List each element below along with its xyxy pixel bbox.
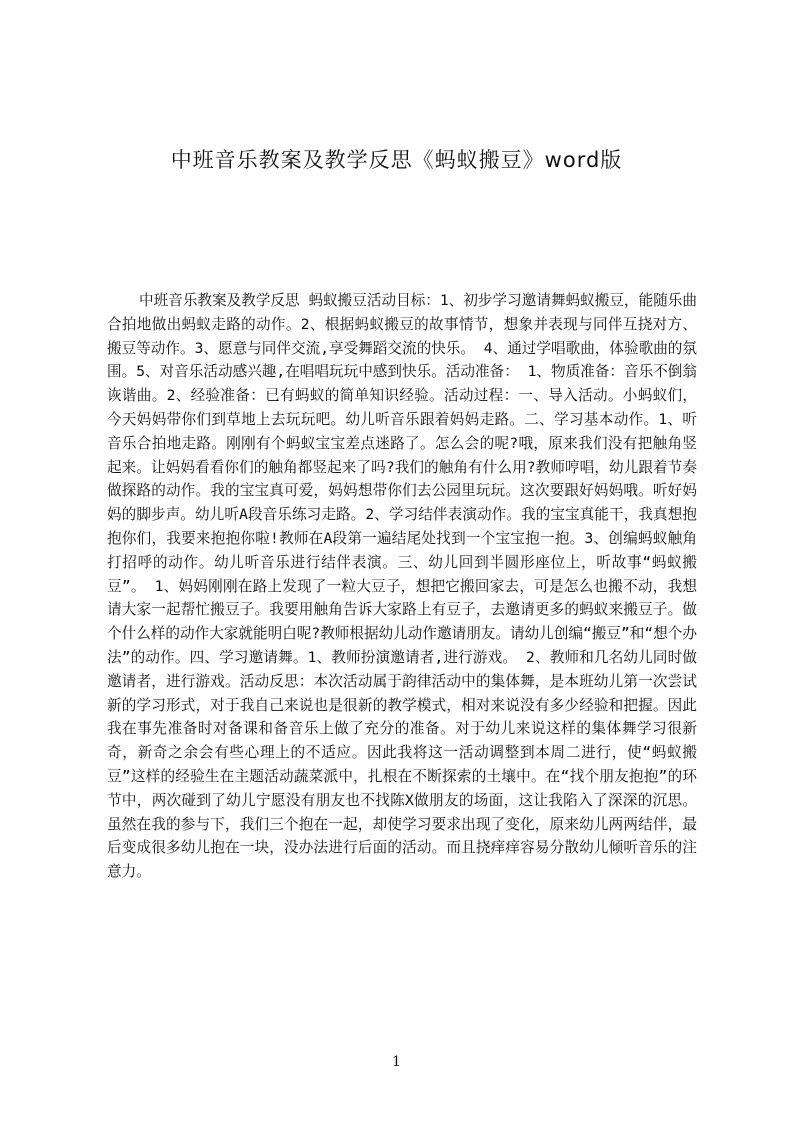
document-body-paragraph: 中班音乐教案及教学反思 蚂蚁搬豆活动目标：1、初步学习邀请舞蚂蚁搬豆，能随乐曲合拍地做出蚂蚁走路的动作。2、根据蚂蚁搬豆的故事情节，想象并表现与同伴互挠对方、搬豆等动作。3、愿意与同伴交流,享受舞蹈交流的快乐。 4、通过学唱歌曲，体验歌曲的氛围。5、对音乐活动感兴趣,在唱唱玩玩中感到快乐。活动准备： 1、物质准备：音乐不倒翁诙谐曲。2、经验准备：已有蚂蚁的简单知识经验。活动过程：一、导入活动。小蚂蚁们，今天妈妈带你们到草地上去玩玩吧。幼儿听音乐跟着妈妈走路。二、学习基本动作。1、听音乐合拍地走路。刚刚有个蚂蚁宝宝差点迷路了。怎么会的呢?哦，原来我们没有把触角竖起来。让妈妈看看你们的触角都竖起来了吗?我们的触角有什么用?教师哼唱，幼儿跟着节奏做探路的动作。我的宝宝真可爱，妈妈想带你们去公园里玩玩。这次要跟好妈妈哦。听好妈妈的脚步声。幼儿听A段音乐练习走路。2、学习结伴表演动作。我的宝宝真能干，我真想抱抱你们，我要来抱抱你啦!教师在A段第一遍结尾处找到一个宝宝抱一抱。3、创编蚂蚁触角打招呼的动作。幼儿听音乐进行结伴表演。三、幼儿回到半圆形座位上，听故事“蚂蚁搬豆”。 1、妈妈刚刚在路上发现了一粒大豆子，想把它搬回家去，可是怎么也搬不动，我想请大家一起帮忙搬豆子。我要用触角告诉大家路上有豆子，去邀请更多的蚂蚁来搬豆子。做个什么样的动作大家就能明白呢?教师根据幼儿动作邀请朋友。请幼儿创编“搬豆”和“想个办法”的动作。四、学习邀请舞。1、教师扮演邀请者,进行游戏。 2、教师和几名幼儿同时做邀请者，进行游戏。活动反思：本次活动属于韵律活动中的集体舞，是本班幼儿第一次尝试新的学习形式，对于我自己来说也是很新的教学模式，相对来说没有多少经验和把握。因此我在事先准备时对备课和备音乐上做了充分的准备。对于幼儿来说这样的集体舞学习很新奇，新奇之余会有些心理上的不适应。因此我将这一活动调整到本周二进行，使“蚂蚁搬豆”这样的经验生在主题活动蔬菜派中，扎根在不断探索的土壤中。在“找个朋友抱抱”的环节中，两次碰到了幼儿宁愿没有朋友也不找陈X做朋友的场面，这让我陷入了深深的沉思。虽然在我的参与下，我们三个抱在一起，却使学习要求出现了变化，原来幼儿两两结伴，最后变成很多幼儿抱在一块，没办法进行后面的活动。而且挠痒痒容易分散幼儿倾听音乐的注意力。	[107, 292, 697, 881]
page-number: 1	[392, 1054, 401, 1070]
document-title: 中班音乐教案及教学反思《蚂蚁搬豆》word版	[170, 148, 623, 172]
